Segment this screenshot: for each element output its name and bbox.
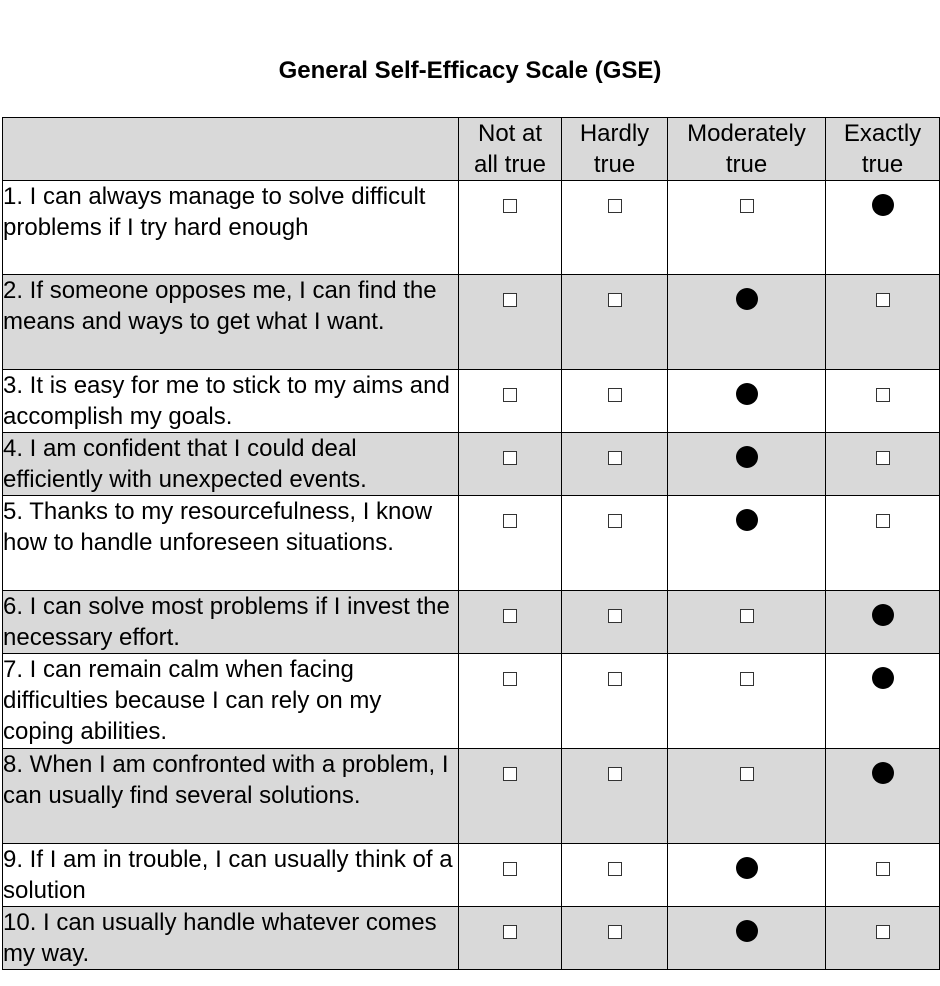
table-row bbox=[3, 907, 940, 970]
item-text: 8. When I am confronted with a problem, I can usually find several solutions. bbox=[3, 749, 459, 844]
empty-checkbox[interactable] bbox=[503, 862, 517, 876]
option-cell bbox=[562, 844, 668, 907]
option-cell bbox=[459, 496, 562, 591]
empty-checkbox[interactable] bbox=[876, 925, 890, 939]
empty-checkbox[interactable] bbox=[608, 451, 622, 465]
empty-checkbox[interactable] bbox=[503, 767, 517, 781]
table-row bbox=[3, 591, 940, 654]
empty-checkbox[interactable] bbox=[876, 451, 890, 465]
option-cell bbox=[459, 844, 562, 907]
header-label: Hardly bbox=[579, 120, 650, 147]
option-cell bbox=[459, 907, 562, 970]
filled-response-dot[interactable] bbox=[872, 762, 894, 784]
option-cell bbox=[459, 654, 562, 749]
option-cell bbox=[562, 654, 668, 749]
option-cell bbox=[562, 496, 668, 591]
option-cell bbox=[562, 370, 668, 433]
empty-checkbox[interactable] bbox=[608, 767, 622, 781]
option-cell bbox=[826, 591, 940, 654]
table-row bbox=[3, 844, 940, 907]
option-cell bbox=[826, 181, 940, 275]
item-text: 1. I can always manage to solve difficult problems if I try hard enough bbox=[3, 181, 459, 275]
option-cell bbox=[826, 749, 940, 844]
empty-checkbox[interactable] bbox=[503, 451, 517, 465]
option-cell bbox=[826, 844, 940, 907]
option-cell bbox=[459, 433, 562, 496]
option-cell bbox=[668, 496, 826, 591]
option-cell bbox=[668, 749, 826, 844]
header-exactly-true bbox=[826, 118, 940, 181]
header-row bbox=[3, 118, 940, 181]
option-cell bbox=[668, 654, 826, 749]
filled-response-dot[interactable] bbox=[736, 383, 758, 405]
option-cell bbox=[459, 181, 562, 275]
option-cell bbox=[562, 275, 668, 370]
empty-checkbox[interactable] bbox=[503, 293, 517, 307]
option-cell bbox=[562, 181, 668, 275]
empty-checkbox[interactable] bbox=[876, 862, 890, 876]
filled-response-dot[interactable] bbox=[872, 667, 894, 689]
option-cell bbox=[459, 749, 562, 844]
table-row bbox=[3, 370, 940, 433]
option-cell bbox=[668, 275, 826, 370]
item-text: 2. If someone opposes me, I can find the means and ways to get what I want. bbox=[3, 275, 459, 370]
header-label: true bbox=[861, 151, 904, 178]
header-item-cell bbox=[3, 118, 459, 181]
option-cell bbox=[562, 591, 668, 654]
filled-response-dot[interactable] bbox=[736, 509, 758, 531]
empty-checkbox[interactable] bbox=[608, 925, 622, 939]
empty-checkbox[interactable] bbox=[503, 672, 517, 686]
empty-checkbox[interactable] bbox=[503, 388, 517, 402]
empty-checkbox[interactable] bbox=[503, 199, 517, 213]
filled-response-dot[interactable] bbox=[872, 194, 894, 216]
item-text: 7. I can remain calm when facing difficulties because I can rely on my coping abilities. bbox=[3, 654, 459, 749]
option-cell bbox=[826, 433, 940, 496]
table-row bbox=[3, 654, 940, 749]
header-label: true bbox=[593, 151, 636, 178]
filled-response-dot[interactable] bbox=[736, 920, 758, 942]
header-label: Not at bbox=[477, 120, 543, 147]
option-cell bbox=[826, 496, 940, 591]
option-cell bbox=[562, 749, 668, 844]
page-title: General Self-Efficacy Scale (GSE) bbox=[278, 57, 662, 84]
item-text: 6. I can solve most problems if I invest the necessary effort. bbox=[3, 591, 459, 654]
empty-checkbox[interactable] bbox=[740, 767, 754, 781]
empty-checkbox[interactable] bbox=[608, 199, 622, 213]
option-cell bbox=[826, 907, 940, 970]
empty-checkbox[interactable] bbox=[503, 925, 517, 939]
option-cell bbox=[459, 591, 562, 654]
item-text: 9. If I am in trouble, I can usually think of a solution bbox=[3, 844, 459, 907]
gse-table-body bbox=[3, 181, 940, 970]
item-text: 3. It is easy for me to stick to my aims and accomplish my goals. bbox=[3, 370, 459, 433]
header-label: Moderately bbox=[687, 120, 806, 147]
item-text: 10. I can usually handle whatever comes my way. bbox=[3, 907, 459, 970]
filled-response-dot[interactable] bbox=[736, 857, 758, 879]
option-cell bbox=[668, 591, 826, 654]
header-moderately-true bbox=[668, 118, 826, 181]
option-cell bbox=[562, 907, 668, 970]
item-text: 4. I am confident that I could deal efficiently with unexpected events. bbox=[3, 433, 459, 496]
filled-response-dot[interactable] bbox=[736, 446, 758, 468]
header-label: all true bbox=[473, 151, 547, 178]
table-row bbox=[3, 433, 940, 496]
empty-checkbox[interactable] bbox=[608, 514, 622, 528]
option-cell bbox=[459, 370, 562, 433]
option-cell bbox=[826, 654, 940, 749]
header-label: Exactly bbox=[843, 120, 922, 147]
empty-checkbox[interactable] bbox=[608, 862, 622, 876]
table-row bbox=[3, 181, 940, 275]
option-cell bbox=[668, 907, 826, 970]
item-text: 5. Thanks to my resourcefulness, I know how to handle unforeseen situations. bbox=[3, 496, 459, 591]
option-cell bbox=[826, 370, 940, 433]
gse-table bbox=[2, 117, 940, 970]
filled-response-dot[interactable] bbox=[872, 604, 894, 626]
empty-checkbox[interactable] bbox=[740, 609, 754, 623]
empty-checkbox[interactable] bbox=[608, 293, 622, 307]
empty-checkbox[interactable] bbox=[503, 514, 517, 528]
empty-checkbox[interactable] bbox=[608, 609, 622, 623]
empty-checkbox[interactable] bbox=[503, 609, 517, 623]
option-cell bbox=[459, 275, 562, 370]
table-row bbox=[3, 275, 940, 370]
option-cell bbox=[668, 844, 826, 907]
empty-checkbox[interactable] bbox=[876, 388, 890, 402]
empty-checkbox[interactable] bbox=[876, 293, 890, 307]
table-row bbox=[3, 749, 940, 844]
empty-checkbox[interactable] bbox=[608, 388, 622, 402]
header-hardly-true bbox=[562, 118, 668, 181]
option-cell bbox=[668, 433, 826, 496]
option-cell bbox=[668, 181, 826, 275]
header-not-at-all-true bbox=[459, 118, 562, 181]
table-row bbox=[3, 496, 940, 591]
empty-checkbox[interactable] bbox=[876, 514, 890, 528]
option-cell bbox=[562, 433, 668, 496]
option-cell bbox=[826, 275, 940, 370]
empty-checkbox[interactable] bbox=[608, 672, 622, 686]
header-label: true bbox=[725, 151, 768, 178]
filled-response-dot[interactable] bbox=[736, 288, 758, 310]
empty-checkbox[interactable] bbox=[740, 199, 754, 213]
option-cell bbox=[668, 370, 826, 433]
empty-checkbox[interactable] bbox=[740, 672, 754, 686]
